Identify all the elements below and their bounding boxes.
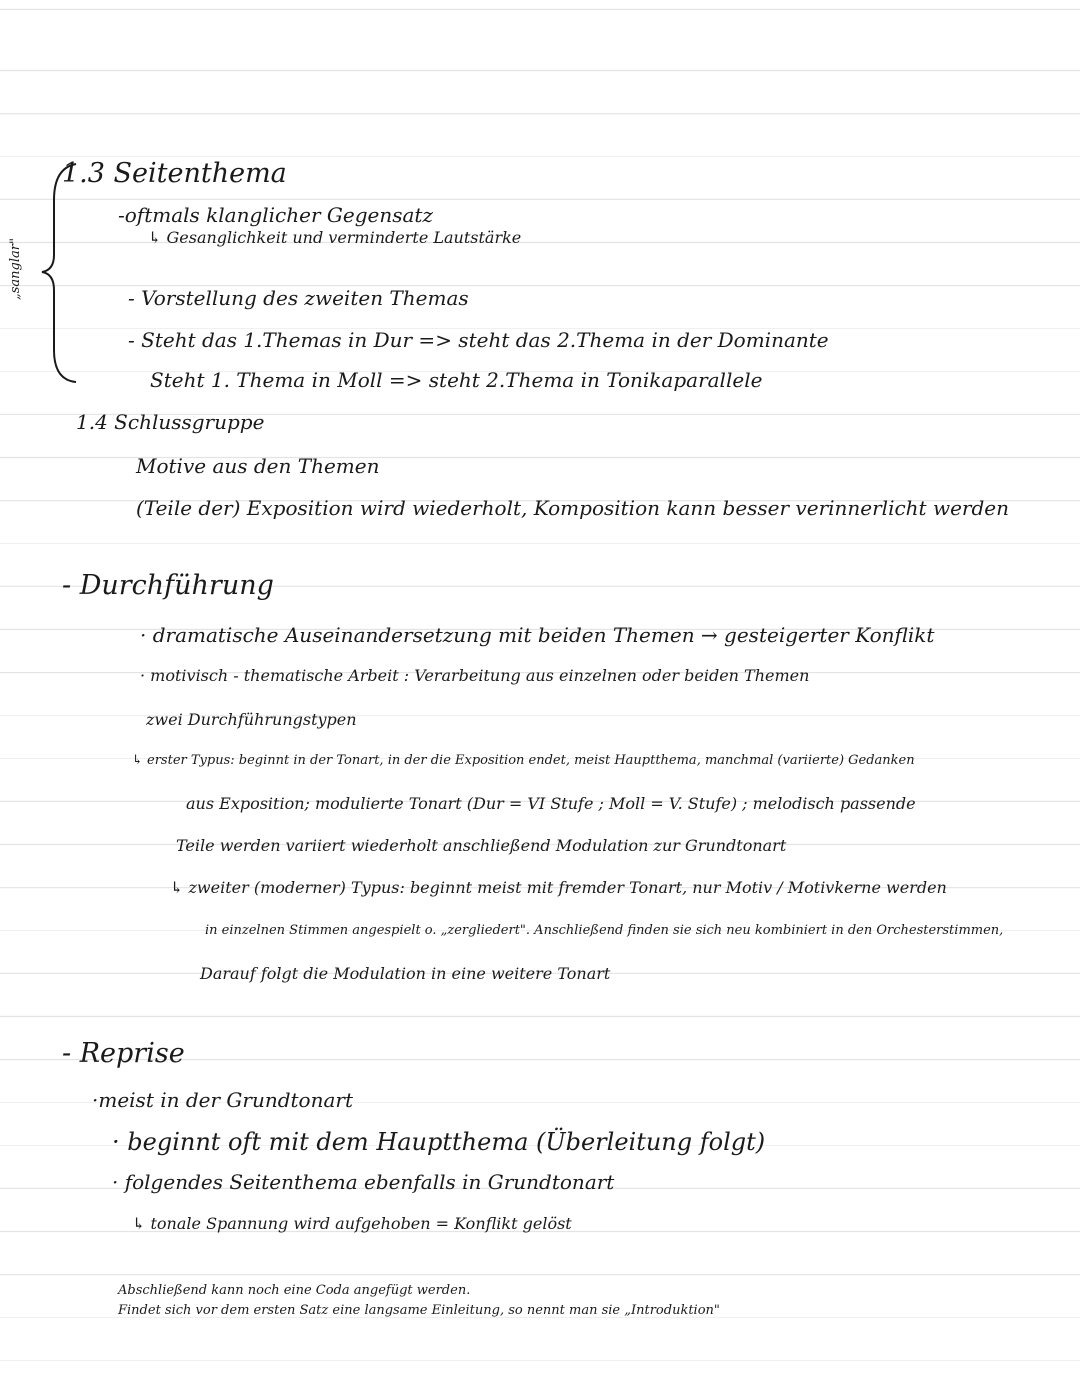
schlussgruppe-line-2: (Teile der) Exposition wird wiederholt, Komposition kann besser verinnerlicht werden — [136, 496, 1009, 520]
section-heading-reprise: - Reprise — [62, 1038, 185, 1069]
section-heading-seitenthema: 1.3 Seitenthema — [62, 158, 287, 189]
section-heading-schlussgruppe: 1.4 Schlussgruppe — [76, 410, 265, 434]
durchfuehrung-line-7: ↳ zweiter (moderner) Typus: beginnt meist mit fremder Tonart, nur Motiv / Motivkerne werden — [170, 878, 947, 897]
schlussgruppe-line-1: Motive aus den Themen — [136, 454, 380, 478]
durchfuehrung-line-5: aus Exposition; modulierte Tonart (Dur = VI Stufe ; Moll = V. Stufe) ; melodisch passende — [186, 794, 916, 813]
reprise-line-4: ↳ tonale Spannung wird aufgehoben = Konflikt gelöst — [132, 1214, 572, 1233]
reprise-line-3: · folgendes Seitenthema ebenfalls in Grundtonart — [112, 1170, 615, 1194]
footer-line-1: Abschließend kann noch eine Coda angefügt werden. — [118, 1283, 471, 1298]
footer-line-2: Findet sich vor dem ersten Satz eine langsame Einleitung, so nennt man sie „Introduktion" — [118, 1303, 720, 1318]
margin-note: „sanglar" — [8, 238, 23, 300]
seitenthema-line-2: ↳ Gesanglichkeit und verminderte Lautstärke — [148, 228, 522, 247]
seitenthema-line-4: - Steht das 1.Themas in Dur => steht das 2.Thema in der Dominante — [128, 328, 829, 352]
durchfuehrung-line-6: Teile werden variiert wiederholt anschließend Modulation zur Grundtonart — [176, 836, 787, 855]
reprise-line-2: · beginnt oft mit dem Hauptthema (Überleitung folgt) — [112, 1128, 766, 1156]
durchfuehrung-line-9: Darauf folgt die Modulation in eine weitere Tonart — [200, 964, 611, 983]
seitenthema-line-1: -oftmals klanglicher Gegensatz — [118, 203, 433, 227]
curly-brace — [40, 160, 80, 385]
seitenthema-line-3: - Vorstellung des zweiten Themas — [128, 286, 469, 310]
seitenthema-line-5: Steht 1. Thema in Moll => steht 2.Thema in Tonikaparallele — [150, 368, 763, 392]
durchfuehrung-line-1: · dramatische Auseinandersetzung mit beiden Themen → gesteigerter Konflikt — [140, 623, 935, 647]
durchfuehrung-line-8: in einzelnen Stimmen angespielt o. „zergliedert". Anschließend finden sie sich neu kombiniert in den Orchesterstimmen, — [205, 923, 1004, 938]
section-heading-durchfuehrung: - Durchführung — [62, 570, 274, 601]
reprise-line-1: ·meist in der Grundtonart — [92, 1088, 353, 1112]
durchfuehrung-line-4: ↳ erster Typus: beginnt in der Tonart, in der die Exposition endet, meist Hauptthema, manchmal (variierte) Gedanken — [132, 753, 915, 768]
durchfuehrung-line-2: · motivisch - thematische Arbeit : Verarbeitung aus einzelnen oder beiden Themen — [140, 666, 810, 685]
durchfuehrung-line-3: zwei Durchführungstypen — [146, 710, 357, 729]
